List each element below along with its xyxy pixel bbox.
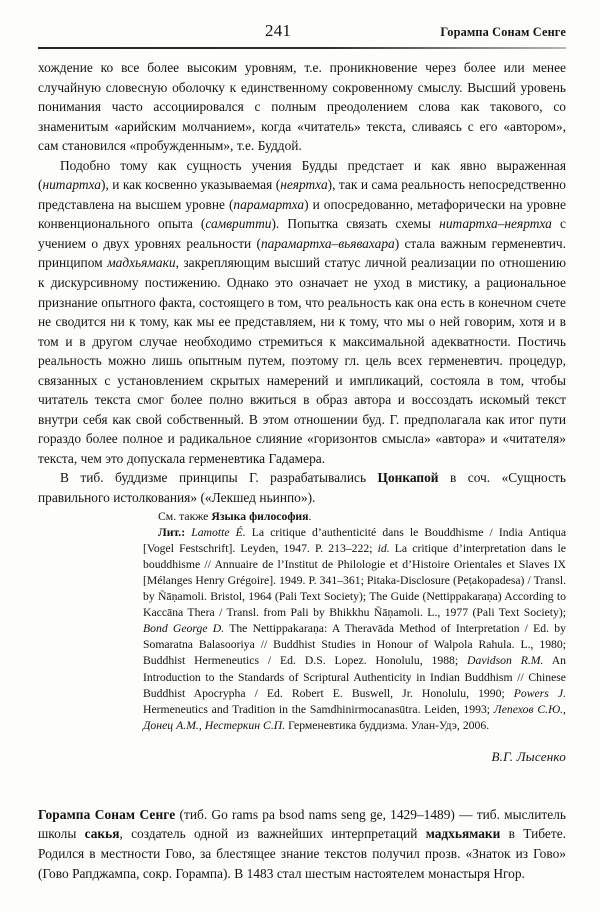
p2-seg-4: ) и опосредованно, метафорически на уровне конвенционального опыта ( [38, 196, 567, 232]
literature-label: Лит.: [158, 525, 186, 539]
literature-segment: Герменевтика буддизма. Улан-Удэ, 2006. [285, 718, 490, 732]
literature-segment: Davidson R.M. [467, 654, 544, 668]
entry-seg-1: (тиб. Go rams pa bsod nams seng ge, 1429–1489) — тиб. мыслитель школы [38, 806, 566, 842]
term-nitartha: нитартха [42, 177, 101, 193]
term-neyartha: неяртха [280, 177, 328, 193]
term-samvritti: самвритти [205, 216, 272, 232]
see-also-label: См. также [158, 509, 212, 523]
entry-seg-3: в Тибете. Родился в местности Гово, за блестящее знание текстов получил прозв. «Знаток из Гово» (Гово Рапджампа, сокр. Горампа). В 1483 стал шестым настоятелем монастыря Нгор. [38, 826, 566, 881]
page-body [38, 58, 566, 883]
term-madhyamaka: мадхьямаки [107, 255, 176, 271]
see-also-line [143, 509, 566, 525]
literature-segment: Hermeneutics and Tradition in the Samdhinirmocanasūtra. Leiden, 1993; [143, 702, 494, 716]
apparatus-block [143, 509, 566, 734]
p2-seg-6: с учением о двух уровнях реальности ( [38, 216, 566, 251]
entry-headword: Горампа Сонам Сенге [38, 806, 176, 822]
p2-seg-8: , закрепляющим высший статус личной реализации по отношению к дискурсивному постижению. Однако это означает не уход в мистику, а рациональное признание опытного факта, состоящего в том, что реальность как она есть в конечном счете не сводится ни к тому, как мы ее представляем, ни к тому, что мы о ней говорим, хотя и в том и в другом случае необходимо стремиться к максимальной адекватности. Постичь реальность можно лишь опытным путем, поэтому гл. цель всех герменевтич. процедур, связанных с установлением скрытых намерений и импликаций, состояла в том, чтобы читатель текста смог более полно вжиться в образ автора и воссоздать искомый текст внутри себя как свой собственный. В этом отношении буд. Г. предполагала как итог пути гораздо более полное и радикальное слияние «горизонтов смысла» «автора» и «читателя» текста, чем это допускала герменевтика Гадамера. [38, 255, 566, 466]
literature-segment: Lamotte É. [185, 525, 246, 539]
dictionary-entry [38, 805, 566, 883]
entry-seg-2: , создатель одной из важнейших интерпретаций [119, 826, 426, 842]
page-number: 241 [265, 21, 292, 40]
literature-segment: id. [377, 541, 390, 555]
literature-segment: La critique d’authenticité dans le Bouddhisme / India Antiqua [Vogel Festschrift]. Leyden, 1947. P. 213–222; [143, 525, 567, 555]
literature-segment: Лепехов С.Ю., Донец А.М., Нестеркин С.П. [143, 702, 566, 732]
paragraph-two [38, 156, 566, 469]
reference-sakya: сакья [84, 826, 120, 842]
author-signature: В.Г. Лысенко [491, 748, 566, 764]
p2-seg-3: ), так и сама реальность непосредственно представлена на высшем уровне ( [38, 177, 566, 212]
term-paramartha: парамартха [233, 196, 305, 212]
literature-segment: An Introduction to the Standards of Scriptural Authenticity in Indian Buddhism // Chinese Buddhist Apocrypha / Ed. Robert E. Buswell, Jr. Honolulu, 1990; [143, 654, 566, 700]
paragraph-continued [38, 58, 566, 156]
header-divider-rule [38, 47, 566, 49]
reference-madhyamaka: мадхьямаки [425, 826, 501, 842]
p3-seg-1: В тиб. буддизме принципы Г. разрабатывались [60, 470, 378, 486]
running-head-title: Горампа Сонам Сенге [440, 25, 566, 39]
see-also-reference: Языка философия [211, 509, 309, 523]
see-also-tail: . [308, 509, 312, 523]
term-nitartha-neyartha: нитартха–неяртха [439, 216, 552, 232]
literature-line [143, 525, 566, 734]
literature-segment: La critique d’interpretation dans le bouddhisme // Annuaire de l’Institut de Philologie et d’Histoire Orientales et Slaves IX [Mélanges Henry Grégoire]. 1949. P. 341–361; Pitaka-Disclosure (Peṭakopadesa) / Transl. by Ñāṇamoli. Bristol, 1964 (Pali Text Society); The Guide (Nettippakaraṇa) According to Kaccāna Thera / Transl. from Pali by Bhikkhu Ñāṇamoli. L., 1977 (Pali Text Society); [143, 541, 566, 620]
literature-segment: Powers J. [513, 686, 566, 700]
literature-segment: The Nettippakaraṇa: A Theravāda Method of Interpretation / Ed. by Somaratna Balasooriya // Buddhist Studies in Honour of Walpola Rahula. L., 1980; Buddhist Hermeneutics / Ed. D.S. Lopez. Honolulu, 1988; [143, 622, 566, 668]
page-header [38, 22, 566, 48]
p3-seg-2: в соч. «Сущность правильного истолкования» («Лекшед ньинпо»). [38, 470, 566, 506]
literature-citations [143, 526, 566, 732]
paragraph-continued-text: хождение ко все более высоким уровням, т.е. проникновение через более или менее случайную словесную оболочку к единственному сокровенному смыслу. Высший уровень понимания часто ассоциировался с полным преодолением слова как такового, со знаменитым «арийским молчанием», когда «читатель» текста, сливаясь с его «автором», сам становился «пробужденным», т.е. Буддой. [38, 60, 566, 154]
literature-segment: Bond George D. [143, 622, 225, 636]
p2-seg-5: ). Попытка связать схемы [271, 216, 440, 232]
term-paramartha-vyavahara: парамартха–вьявахара [260, 235, 395, 251]
reference-tsongkhapa: Цонкапой [377, 470, 439, 486]
paragraph-three [38, 468, 566, 507]
entry-paragraph [38, 805, 566, 883]
p2-seg-7: ) стала важным герменевтич. принципом [38, 235, 566, 271]
p2-seg-2: ), и как косвенно указываемая ( [101, 177, 281, 193]
p2-seg-1: Подобно тому как сущность учения Будды предстает и как явно выраженная ( [38, 157, 566, 193]
